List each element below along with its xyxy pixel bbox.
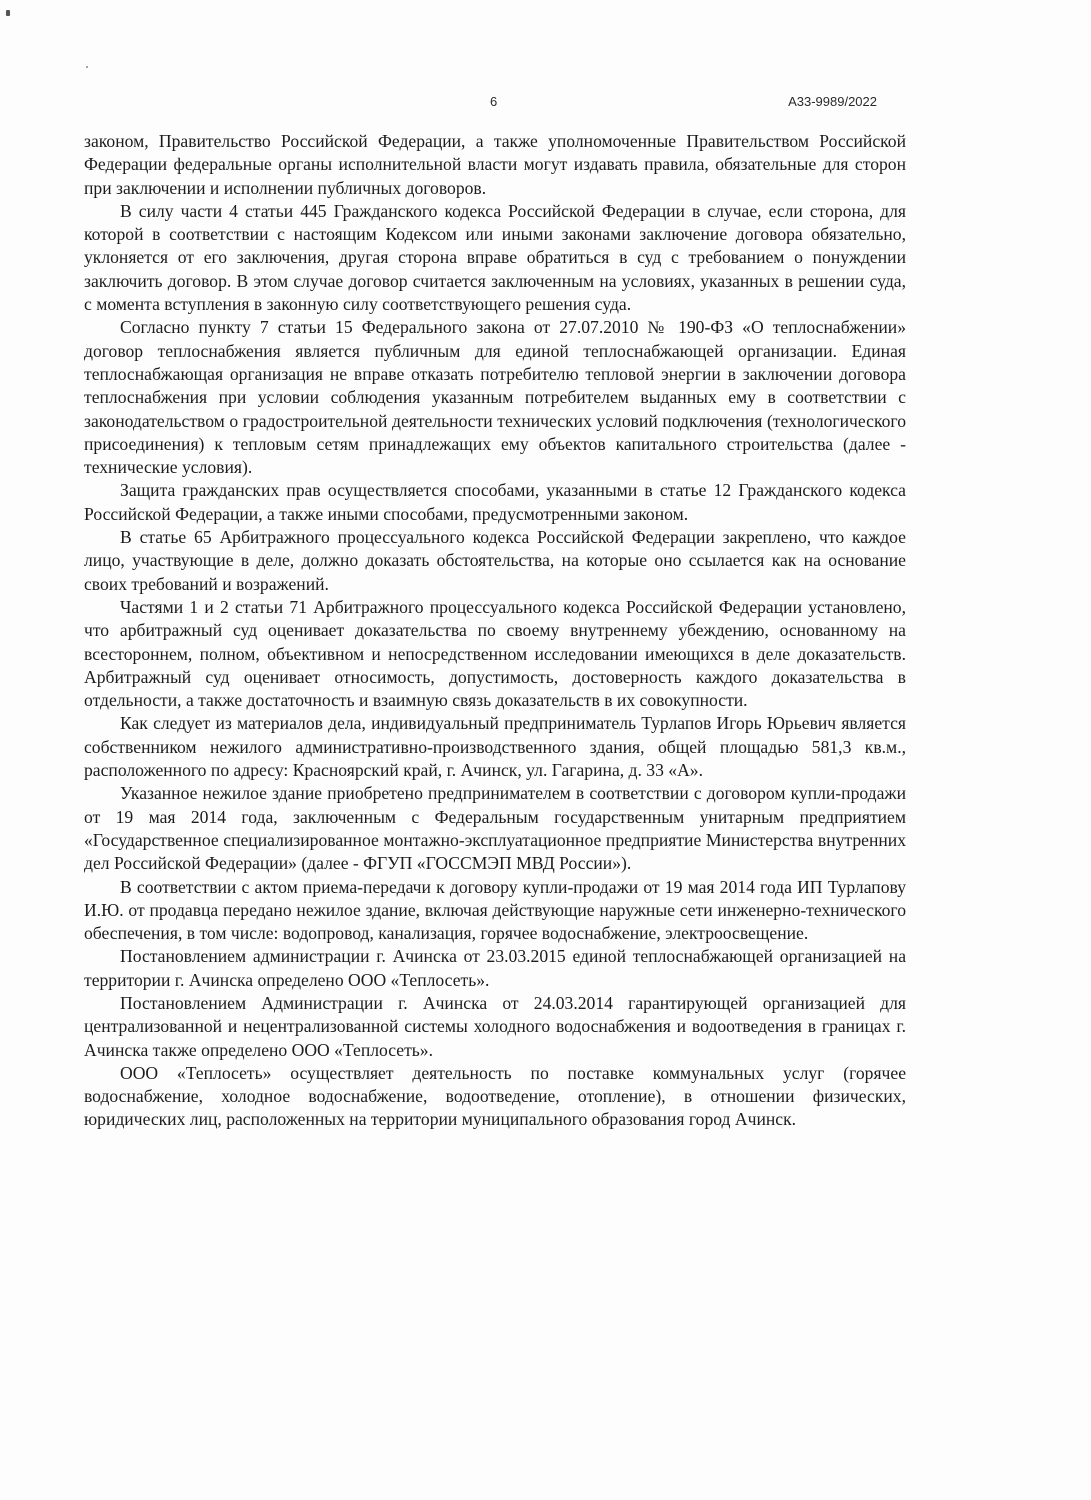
paragraph: Частями 1 и 2 статьи 71 Арбитражного процессуального кодекса Российской Федерации установлено, что арбитражный суд оценивает доказательства по своему внутреннему убеждению, основанному на всестороннем, полном, объективном и непосредственном исследовании имеющихся в деле доказательств. Арбитражный суд оценивает относимость, допустимость, достоверность каждого доказательства в отдельности, а также достаточность и взаимную связь доказательств в их совокупности.: [84, 596, 906, 711]
paragraph: Постановлением Администрации г. Ачинска от 24.03.2014 гарантирующей организацией для централизованной и нецентрализованной системы холодного водоснабжения и водоотведения в границах г. Ачинска также определено ООО «Теплосеть».: [84, 992, 906, 1060]
paragraph: В силу части 4 статьи 445 Гражданского кодекса Российской Федерации в случае, если сторона, для которой в соответствии с настоящим Кодексом или иными законами заключение договора обязательно, уклоняется от его заключения, другая сторона вправе обратиться в суд с требованием о понуждении заключить договор. В этом случае договор считается заключенным на условиях, указанных в решении суда, с момента вступления в законную силу соответствующего решения суда.: [84, 200, 906, 315]
case-number: А33-9989/2022: [788, 94, 877, 109]
paragraph: Постановлением администрации г. Ачинска от 23.03.2015 единой теплоснабжающей организацией на территории г. Ачинска определено ООО «Теплосеть».: [84, 946, 906, 990]
document-body: [84, 130, 906, 1132]
paragraph: Защита гражданских прав осуществляется способами, указанными в статье 12 Гражданского кодекса Российской Федерации, а также иными способами, предусмотренными законом.: [84, 480, 906, 524]
paragraph: Указанное нежилое здание приобретено предпринимателем в соответствии с договором купли-продажи от 19 мая 2014 года, заключенным с Федеральным государственным унитарным предприятием «Государственное специализированное монтажно-эксплуатационное предприятие Министерства внутренних дел Российской Федерации» (далее - ФГУП «ГОССМЭП МВД России»).: [84, 783, 906, 874]
page-number: 6: [490, 94, 498, 109]
page-header: [0, 94, 1091, 116]
paragraph: законом, Правительство Российской Федерации, а также уполномоченные Правительством Российской Федерации федеральные органы исполнительной власти могут издавать правила, обязательные для сторон при заключении и исполнении публичных договоров.: [84, 131, 906, 198]
scan-speck: [86, 66, 88, 68]
paragraph: ООО «Теплосеть» осуществляет деятельность по поставке коммунальных услуг (горячее водоснабжение, холодное водоснабжение, водоотведение, отопление), в отношении физических, юридических лиц, расположенных на территории муниципального образования город Ачинск.: [84, 1062, 906, 1130]
paragraph: В соответствии с актом приема-передачи к договору купли-продажи от 19 мая 2014 года ИП Турлапову И.Ю. от продавца передано нежилое здание, включая действующие наружные сети инженерно-технического обеспечения, в том числе: водопровод, канализация, горячее водоснабжение, электроосвещение.: [84, 876, 906, 944]
paragraph: В статье 65 Арбитражного процессуального кодекса Российской Федерации закреплено, что каждое лицо, участвующие в деле, должно доказать обстоятельства, на которые оно ссылается как на основание своих требований и возражений.: [84, 527, 906, 594]
paragraph: Согласно пункту 7 статьи 15 Федерального закона от 27.07.2010 № 190-ФЗ «О теплоснабжении» договор теплоснабжения является публичным для единой теплоснабжающей организации. Единая теплоснабжающая организация не вправе отказать потребителю тепловой энергии в заключении договора теплоснабжения при условии соблюдения указанным потребителем выданных ему в соответствии с законодательством о градостроительной деятельности технических условий подключения (технологического присоединения) к тепловым сетям принадлежащих ему объектов капитального строительства (далее - технические условия).: [84, 317, 906, 478]
scan-speck: [6, 10, 10, 16]
paragraph: Как следует из материалов дела, индивидуальный предприниматель Турлапов Игорь Юрьевич является собственником нежилого административно-производственного здания, общей площадью 581,3 кв.м., расположенного по адресу: Красноярский край, г. Ачинск, ул. Гагарина, д. 33 «А».: [84, 713, 906, 781]
